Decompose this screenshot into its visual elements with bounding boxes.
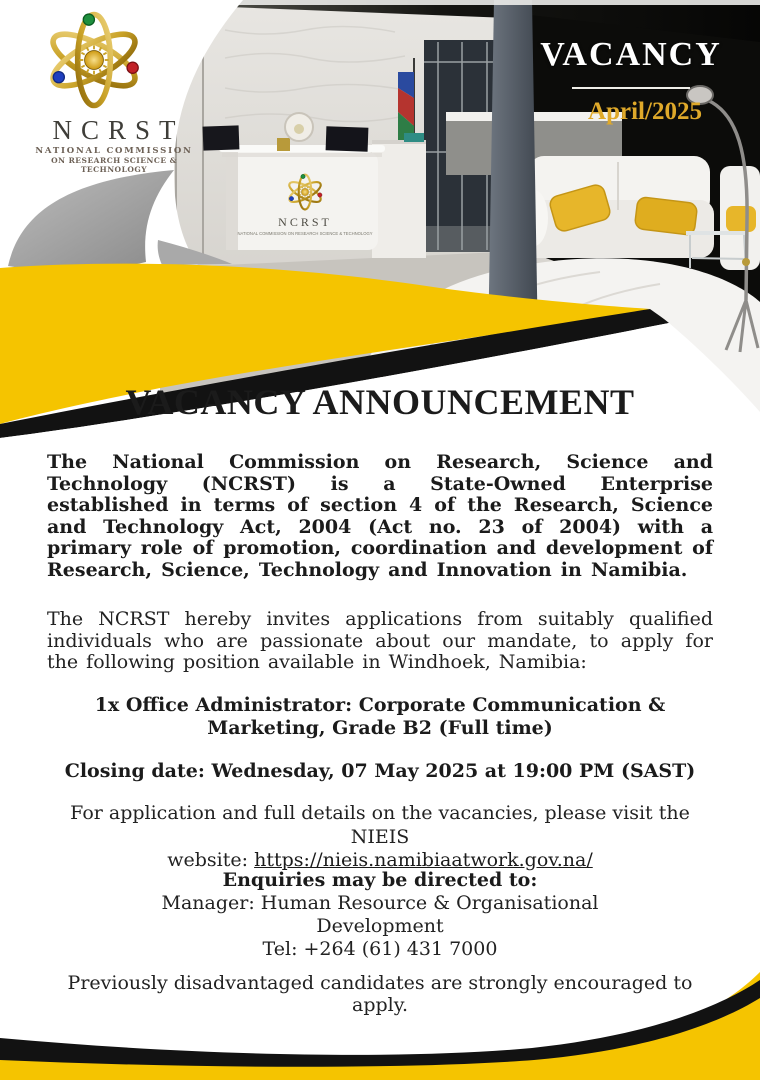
logo-acronym: NCRST [52,115,185,145]
desk-sign-subtitle: NATIONAL COMMISSION ON RESEARCH SCIENCE & TECHNOLOGY [237,231,373,236]
equality-note: Previously disadvantaged candidates are strongly encouraged to apply. [67,972,693,1016]
vacancy-badge [516,36,746,126]
application-website-label: website: [167,849,249,871]
enquiries-heading: Enquiries may be directed to: [222,869,538,891]
logo-subtitle-line2: ON RESEARCH SCIENCE & TECHNOLOGY [51,156,177,175]
vacancy-issue-date: April/2025 [588,98,702,125]
enquiries-phone: Tel: +264 (61) 431 7000 [262,938,498,960]
application-info [58,802,702,873]
closing-date: Closing date: Wednesday, 07 May 2025 at 19:00 PM (SAST) [64,760,696,782]
yellow-pillow [634,196,697,235]
vacancy-divider [572,87,690,89]
desk-sign-acronym: NCRST [278,215,332,229]
enquiries-contact: Manager: Human Resource & Organisational Development [161,892,599,937]
vacancy-label: VACANCY [540,36,722,73]
ncrst-logo [30,4,198,174]
about-paragraph: The National Commission on Research, Science and Technology (NCRST) is a State-Owned Enterprise established in terms of section 4 of the Research, Science and Technology Act, 2004 (Act no. 23 of 2004) with a primary role of promotion, coordination and development of Research, Science, Technology and Innovation in Namibia. [47,451,713,581]
yellow-pillow [726,206,756,232]
position-title: 1x Office Administrator: Corporate Communication & Marketing, Grade B2 (Full time) [94,694,666,739]
sofa [520,156,760,270]
logo-subtitle-line1: NATIONAL COMMISSION [35,146,193,157]
invitation-paragraph: The NCRST hereby invites applications from suitably qualified individuals who are passionate about our mandate, to apply for the following position available in Windhoek, Namibia: [47,608,713,673]
ncrst-atom-icon [30,4,158,116]
application-text: For application and full details on the vacancies, please visit the NIEIS [70,802,690,848]
enquiries-block [150,869,610,961]
reception-desk [203,113,385,250]
nieis-link[interactable]: https://nieis.namibiaatwork.gov.na/ [254,849,593,871]
page-title: VACANCY ANNOUNCEMENT [125,382,635,422]
